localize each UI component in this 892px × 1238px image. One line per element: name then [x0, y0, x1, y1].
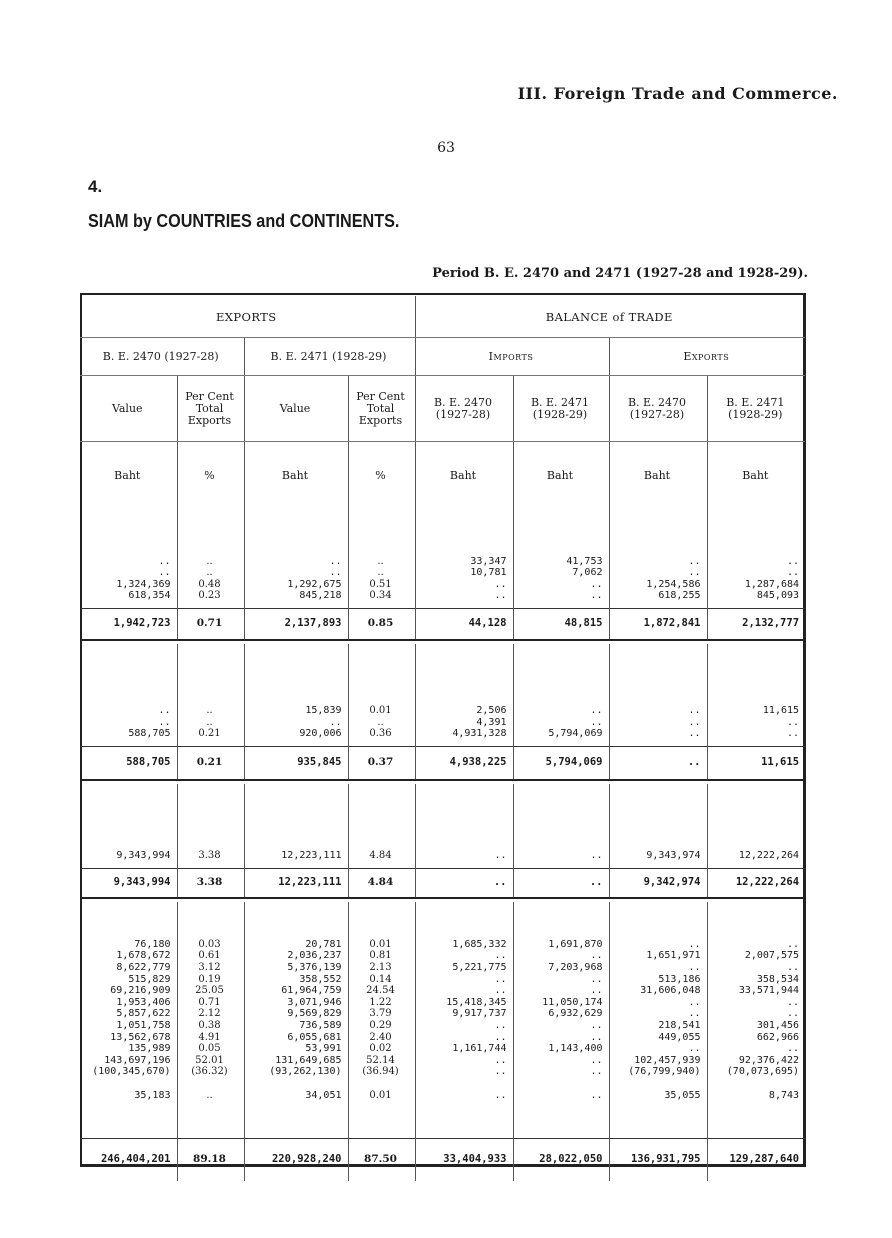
- total-cell: 48,815: [513, 609, 609, 641]
- unit-label: Baht: [415, 442, 513, 511]
- data-cell: 11,615 .. ..: [707, 644, 805, 747]
- data-cell: 1,691,870 .. 7,203,968 .. .. 11,050,174 6,932,629 .. .. 1,143,400 .. .. ..: [513, 902, 609, 1139]
- section-rows: [80, 510, 805, 609]
- document-title: SIAM by COUNTRIES and CONTINENTS.: [88, 211, 400, 231]
- data-cell: 15,839 .. 920,006: [244, 644, 348, 747]
- section-rows: [80, 644, 805, 747]
- unit-label: Baht: [114, 469, 141, 482]
- data-cell: .. .. ..: [609, 644, 707, 747]
- imports-header: Imports: [415, 338, 609, 376]
- section-total-row: [80, 1139, 805, 1182]
- data-cell: .. .. 1,292,675 845,218: [244, 510, 348, 609]
- total-cell: 5,794,069: [513, 747, 609, 781]
- total-cell: 44,128: [415, 609, 513, 641]
- total-cell: 1,942,723: [80, 609, 177, 641]
- unit-label: Baht: [513, 442, 609, 511]
- unit-label: Baht: [244, 442, 348, 511]
- data-cell: 33,347 10,781 .. ..: [415, 510, 513, 609]
- balance-group-header: BALANCE of TRADE: [415, 296, 805, 338]
- data-cell: 3.38: [177, 784, 244, 869]
- data-cell: 9,343,994: [116, 850, 171, 862]
- data-cell: 0.01 0.81 2.13 0.14 24.54 1.22 3.79 0.29 2.40 0.02 52.14 (36.94) 0.01: [348, 902, 415, 1139]
- section-rows: [80, 902, 805, 1139]
- total-cell: 0.85: [348, 609, 415, 641]
- period-caption: Period B. E. 2470 and 2471 (1927-28 and 1928-29).: [432, 266, 808, 281]
- total-cell: 1,872,841: [609, 609, 707, 641]
- total-cell: 2,137,893: [244, 609, 348, 641]
- data-cell: 20,781 2,036,237 5,376,139 358,552 61,964,759 3,071,946 9,569,829 736,589 6,055,681 53,991 131,649,685 (93,262,130) 34,051: [244, 902, 348, 1139]
- exports-header: Exports: [609, 338, 805, 376]
- page-number: 63: [437, 140, 455, 156]
- total-cell: 28,022,050: [513, 1139, 609, 1182]
- data-cell: ..: [415, 784, 513, 869]
- data-cell: 41,753 7,062 .. ..: [513, 510, 609, 609]
- data-cell: 1,685,332 .. 5,221,775 .. .. 15,418,345 9,917,737 .. .. 1,161,744 .. .. ..: [415, 902, 513, 1139]
- section-total-row: [80, 747, 805, 781]
- data-cell: .. .. 1,324,369 618,354: [116, 555, 171, 602]
- data-cell: 0.03 0.61 3.12 0.19 25.05 0.71 2.12 0.38 4.91 0.05 52.01 (36.32) ..: [177, 902, 244, 1139]
- total-cell: 12,222,264: [707, 869, 805, 899]
- total-cell: 935,845: [244, 747, 348, 781]
- total-cell: 33,404,933: [415, 1139, 513, 1182]
- data-cell: .. 2,007,575 .. 358,534 33,571,944 .. .. 301,456 662,966 .. 92,376,422 (70,073,695) 8,743: [707, 902, 805, 1139]
- section-total-row: [80, 869, 805, 899]
- section-total-row: [80, 609, 805, 641]
- value-header: Value: [244, 376, 348, 442]
- total-cell: 136,931,795: [609, 1139, 707, 1182]
- percent-header: Per Cent Total Exports: [348, 376, 415, 442]
- data-cell: 76,180 1,678,672 8,622,779 515,829 69,216,909 1,953,406 5,857,622 1,051,758 13,562,678 135,989 143,697,196 (100,345,670) 35,183: [92, 938, 171, 1101]
- total-cell: 0.21: [177, 747, 244, 781]
- unit-label: %: [177, 442, 244, 511]
- data-cell: .. .. 0.51 0.34: [348, 510, 415, 609]
- year-2470-header: B. E. 2470 (1927-28): [80, 338, 244, 376]
- total-cell: 246,404,201: [80, 1139, 177, 1182]
- data-cell: .. .. 588,705: [128, 705, 171, 740]
- unit-label: Baht: [707, 442, 805, 511]
- total-cell: 0.37: [348, 747, 415, 781]
- value-header: Value: [80, 376, 177, 442]
- table-body: [80, 510, 805, 1181]
- total-cell: 220,928,240: [244, 1139, 348, 1182]
- chapter-heading: III. Foreign Trade and Commerce.: [517, 84, 838, 103]
- total-cell: ..: [513, 869, 609, 899]
- be2470-header: B. E. 2470 (1927-28): [609, 376, 707, 442]
- total-cell: 9,343,994: [80, 869, 177, 899]
- total-cell: 4,938,225: [415, 747, 513, 781]
- be2471-header: B. E. 2471 (1928-29): [513, 376, 609, 442]
- total-cell: 2,132,777: [707, 609, 805, 641]
- section-rows: [80, 784, 805, 869]
- data-cell: ..: [513, 784, 609, 869]
- data-cell: 2,506 4,391 4,931,328: [415, 644, 513, 747]
- unit-label: %: [348, 442, 415, 511]
- section-number: 4.: [88, 177, 103, 196]
- year-2471-header: B. E. 2471 (1928-29): [244, 338, 415, 376]
- total-cell: ..: [609, 747, 707, 781]
- data-cell: .. .. 1,287,684 845,093: [707, 510, 805, 609]
- total-cell: 0.71: [177, 609, 244, 641]
- total-cell: ..: [415, 869, 513, 899]
- data-cell: 12,222,264: [707, 784, 805, 869]
- total-cell: 588,705: [80, 747, 177, 781]
- data-cell: .. .. 0.21: [177, 644, 244, 747]
- data-cell: .. .. 0.48 0.23: [177, 510, 244, 609]
- total-cell: 129,287,640: [707, 1139, 805, 1182]
- data-cell: 9,343,974: [609, 784, 707, 869]
- total-cell: 4.84: [348, 869, 415, 899]
- data-cell: 4.84: [348, 784, 415, 869]
- total-cell: 3.38: [177, 869, 244, 899]
- trade-table: [80, 296, 805, 1181]
- be2470-header: B. E. 2470 (1927-28): [415, 376, 513, 442]
- total-cell: 9,342,974: [609, 869, 707, 899]
- exports-group-header: EXPORTS: [80, 296, 415, 338]
- percent-header: Per Cent Total Exports: [177, 376, 244, 442]
- data-cell: .. .. 1,254,586 618,255: [609, 510, 707, 609]
- be2471-header: B. E. 2471 (1928-29): [707, 376, 805, 442]
- data-cell: 0.01 .. 0.36: [348, 644, 415, 747]
- total-cell: 11,615: [707, 747, 805, 781]
- data-cell: 12,223,111: [244, 784, 348, 869]
- data-cell: .. 1,651,971 .. 513,186 31,606,048 .. .. 218,541 449,055 .. 102,457,939 (76,799,940) 35,055: [609, 902, 707, 1139]
- total-cell: 12,223,111: [244, 869, 348, 899]
- total-cell: 87.50: [348, 1139, 415, 1182]
- unit-label: Baht: [609, 442, 707, 511]
- total-cell: 89.18: [177, 1139, 244, 1182]
- data-cell: .. .. 5,794,069: [513, 644, 609, 747]
